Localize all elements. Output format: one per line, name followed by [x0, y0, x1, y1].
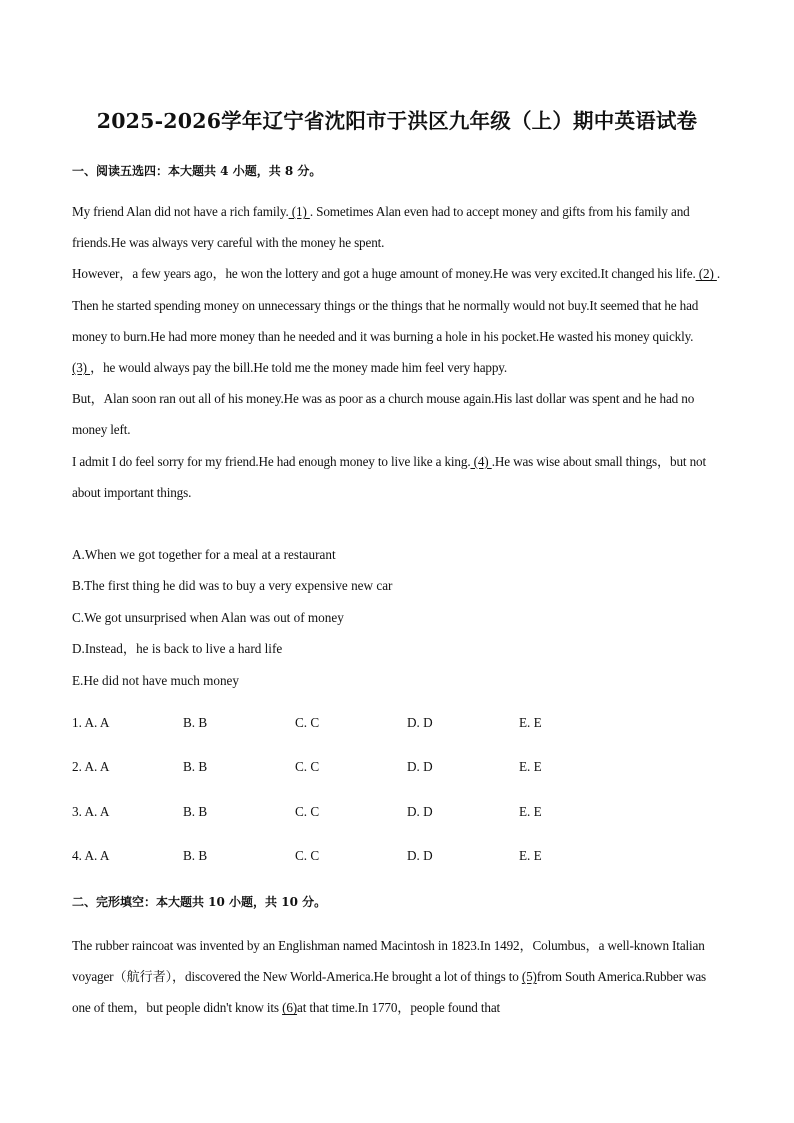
blank-2: (2): [695, 266, 717, 282]
answer-choice[interactable]: D. D: [407, 715, 433, 730]
blank-3: (3): [72, 360, 91, 376]
option-a: A.When we got together for a meal at a restaurant: [72, 547, 336, 562]
cloze-passage: [72, 930, 722, 1024]
answer-choice[interactable]: C. C: [295, 715, 320, 730]
option-e: E.He did not have much money: [72, 672, 240, 688]
blank-4: (4): [470, 453, 492, 469]
blank-6: (6): [282, 1000, 298, 1016]
answer-choice[interactable]: E. E: [519, 759, 542, 774]
option-d: D.Instead，he is back to live a hard life: [72, 641, 283, 657]
passage-paragraph-5: I admit I do feel sorry for my friend.He had enough money to live like a king. (4) .He was wise about small things，but not about important things.: [72, 453, 706, 500]
reading-passage: [72, 196, 722, 508]
answer-choice[interactable]: D. D: [407, 759, 433, 774]
answer-choice[interactable]: C. C: [295, 759, 320, 774]
option-b: B.The first thing he did was to buy a very expensive new car: [72, 578, 393, 594]
answer-choice[interactable]: 1. A. A: [72, 715, 110, 730]
option-list: [72, 539, 722, 696]
blank-5: (5): [521, 969, 537, 985]
blank-1: (1): [288, 204, 310, 219]
option-c: C.We got unsurprised when Alan was out of money: [72, 609, 344, 625]
answer-choice[interactable]: B. B: [183, 759, 208, 774]
cloze-paragraph-1: The rubber raincoat was invented by an Englishman named Macintosh in 1823.In 1492，Columbus，a well-known Italian voyager（航行者），discovered the New World-America.He brought a lot of things to (5)from South America.Rubber was one of them，but people didn't know its (6)at that time.In 1770，people found that: [72, 938, 707, 1016]
answer-choice[interactable]: E. E: [519, 715, 542, 730]
passage-paragraph-4: But，Alan soon ran out all of his money.He was as poor as a church mouse again.His last dollar was spent and he had no money left.: [72, 391, 695, 438]
section-1-heading: 一、阅读五选四：本大题共 4 小题，共 8 分。: [72, 164, 322, 178]
answer-choice[interactable]: B. B: [183, 715, 208, 730]
answer-choice[interactable]: 2. A. A: [72, 759, 110, 774]
passage-paragraph-3: (3) ，he would always pay the bill.He told me the money made him feel very happy.: [72, 360, 508, 376]
answer-choice[interactable]: C. C: [295, 848, 320, 863]
answer-choice[interactable]: E. E: [519, 804, 542, 819]
answer-choice[interactable]: 3. A. A: [72, 804, 110, 819]
answer-choice[interactable]: C. C: [295, 804, 320, 819]
answer-choice[interactable]: D. D: [407, 804, 433, 819]
passage-paragraph-2: However，a few years ago，he won the lottery and got a huge amount of money.He was very excited.It changed his life. (2) . Then he started spending money on unnecessary things or the things that he normally would not buy.It seemed that he had money to burn.He had more money than he needed and it was burning a hole in his pocket.He wasted his money quickly.: [72, 266, 721, 344]
page-title: 2025-2026学年辽宁省沈阳市于洪区九年级（上）期中英语试卷: [96, 109, 698, 133]
answer-choice[interactable]: E. E: [519, 848, 542, 863]
passage-paragraph-1: My friend Alan did not have a rich family. (1) . Sometimes Alan even had to accept money and gifts from his family and friends.He was always very careful with the money he spent.: [72, 204, 690, 251]
answer-choice[interactable]: B. B: [183, 848, 208, 863]
section-2-heading: 二、完形填空：本大题共 10 小题，共 10 分。: [72, 895, 327, 909]
answer-choice[interactable]: 4. A. A: [72, 848, 110, 863]
answer-choice[interactable]: B. B: [183, 804, 208, 819]
answer-choice[interactable]: D. D: [407, 848, 433, 863]
